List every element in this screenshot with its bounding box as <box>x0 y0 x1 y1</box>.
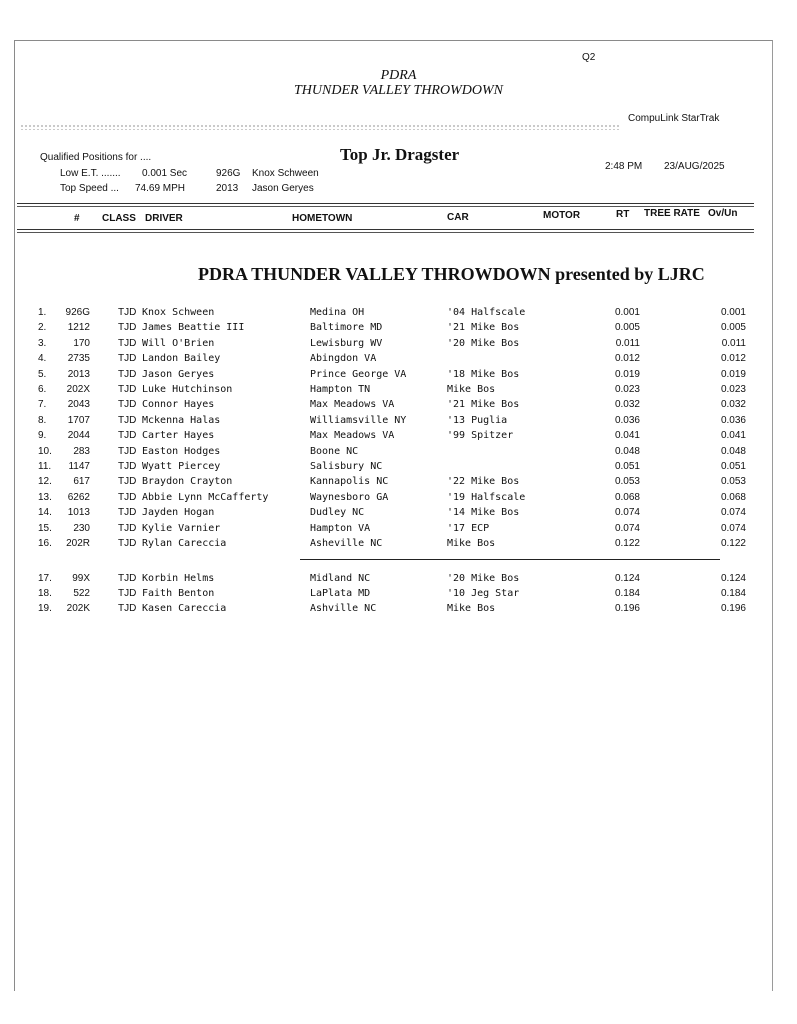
cell-home: Abingdon VA <box>310 353 377 365</box>
cell-tree: 0.011 <box>721 337 746 349</box>
cell-car: '10 Jeg Star <box>447 588 520 600</box>
col-motor: MOTOR <box>543 210 581 221</box>
event-title: THUNDER VALLEY THROWDOWN <box>294 83 503 98</box>
cell-tree: 0.068 <box>720 491 746 503</box>
cell-pos: 13. <box>38 491 52 503</box>
cell-tree: 0.023 <box>720 384 746 395</box>
cell-driver: Faith Benton <box>142 588 215 600</box>
table-row <box>0 338 797 353</box>
cell-rt: 0.074 <box>614 522 640 534</box>
cell-num: 99X <box>72 573 90 584</box>
table-row <box>0 461 797 476</box>
cell-pos: 3. <box>38 337 47 349</box>
cell-tree: 0.074 <box>720 507 746 519</box>
table-row <box>0 384 797 399</box>
cell-tree: 0.041 <box>720 430 746 442</box>
table-row <box>0 507 797 522</box>
cell-driver: Carter Hayes <box>142 430 215 442</box>
cell-cls: TJD <box>118 399 137 411</box>
cell-pos: 10. <box>38 445 52 457</box>
cell-home: Max Meadows VA <box>310 399 395 411</box>
cell-rt: 0.032 <box>614 399 640 411</box>
cell-tree: 0.019 <box>720 368 746 380</box>
cell-pos: 8. <box>38 414 47 426</box>
cell-rt: 0.053 <box>614 476 640 488</box>
cell-num: 522 <box>73 588 90 600</box>
cell-num: 6262 <box>67 491 90 503</box>
low-et-driver: Knox Schween <box>252 168 319 179</box>
cell-driver: Easton Hodges <box>142 445 221 457</box>
cell-rt: 0.011 <box>615 337 640 349</box>
cell-rt: 0.068 <box>614 491 640 503</box>
cell-home: Dudley NC <box>310 507 365 519</box>
cell-home: LaPlata MD <box>310 588 371 600</box>
cell-car: Mike Bos <box>447 603 496 615</box>
cell-cls: TJD <box>118 522 137 534</box>
cell-cls: TJD <box>118 491 137 503</box>
table-row <box>0 353 797 368</box>
cell-car: '20 Mike Bos <box>447 337 520 349</box>
cell-num: 2013 <box>67 368 90 380</box>
top-speed-label: Top Speed ... <box>60 183 119 194</box>
cell-pos: 17. <box>38 573 52 584</box>
cell-cls: TJD <box>118 353 137 365</box>
cell-driver: James Beattie III <box>142 322 245 334</box>
table-row <box>0 322 797 337</box>
cell-pos: 5. <box>38 368 47 380</box>
cell-tree: 0.074 <box>720 522 746 534</box>
table-row <box>0 573 797 588</box>
cell-driver: Connor Hayes <box>142 399 215 411</box>
table-row <box>0 523 797 538</box>
cell-cls: TJD <box>118 322 137 334</box>
cell-num: 170 <box>73 337 90 349</box>
cell-car: '22 Mike Bos <box>447 476 520 488</box>
cell-driver: Will O'Brien <box>142 337 215 349</box>
cell-driver: Mckenna Halas <box>142 414 221 426</box>
cell-tree: 0.122 <box>720 538 746 549</box>
cell-rt: 0.051 <box>614 461 640 472</box>
cell-pos: 14. <box>38 507 52 519</box>
header-top-rule-2 <box>17 206 754 207</box>
cell-tree: 0.196 <box>720 603 746 615</box>
cell-rt: 0.005 <box>614 322 640 334</box>
cell-home: Medina OH <box>310 307 365 318</box>
table-row <box>0 492 797 507</box>
cell-num: 1147 <box>68 461 90 472</box>
header-bottom-rule-2 <box>17 232 754 233</box>
cell-rt: 0.074 <box>614 507 640 519</box>
race-title: PDRA THUNDER VALLEY THROWDOWN presented by LJRC <box>198 264 705 284</box>
cell-cls: TJD <box>118 368 137 380</box>
cell-tree: 0.032 <box>720 399 746 411</box>
cell-tree: 0.048 <box>720 445 746 457</box>
cell-car: Mike Bos <box>447 538 496 549</box>
cell-rt: 0.048 <box>614 445 640 457</box>
cell-cls: TJD <box>118 538 137 549</box>
cell-car: '19 Halfscale <box>447 491 526 503</box>
table-row <box>0 538 797 553</box>
cell-num: 230 <box>73 522 90 534</box>
cell-rt: 0.041 <box>614 430 640 442</box>
cell-pos: 19. <box>38 603 52 615</box>
cell-rt: 0.023 <box>614 384 640 395</box>
col-driver: DRIVER <box>145 213 183 224</box>
cell-car: '99 Spitzer <box>447 430 514 442</box>
cell-home: Boone NC <box>310 445 359 457</box>
table-row <box>0 415 797 430</box>
cell-cls: TJD <box>118 573 137 584</box>
cell-tree: 0.184 <box>720 588 746 600</box>
cell-cls: TJD <box>118 445 137 457</box>
cell-driver: Jason Geryes <box>142 368 215 380</box>
cell-num: 283 <box>73 445 90 457</box>
cell-car: Mike Bos <box>447 384 496 395</box>
top-speed-car: 2013 <box>216 183 239 194</box>
cell-pos: 4. <box>38 353 47 365</box>
cell-cls: TJD <box>118 461 137 472</box>
cell-home: Max Meadows VA <box>310 430 395 442</box>
top-speed-value: 74.69 MPH <box>135 183 186 194</box>
table-row <box>0 446 797 461</box>
cell-home: Hampton VA <box>310 522 371 534</box>
cell-pos: 1. <box>38 307 47 318</box>
cell-tree: 0.012 <box>720 353 746 365</box>
table-row <box>0 369 797 384</box>
cell-cls: TJD <box>118 307 137 318</box>
cell-pos: 2. <box>38 322 47 334</box>
cell-car: '21 Mike Bos <box>447 399 520 411</box>
cell-car: '20 Mike Bos <box>447 573 520 584</box>
cell-home: Waynesboro GA <box>310 491 389 503</box>
cell-cls: TJD <box>118 603 137 615</box>
cell-driver: Landon Bailey <box>142 353 221 365</box>
cell-home: Lewisburg WV <box>310 337 383 349</box>
cell-car: '13 Puglia <box>447 414 508 426</box>
col-over-under: Ov/Un <box>708 208 738 219</box>
cell-driver: Abbie Lynn McCafferty <box>142 491 269 503</box>
cell-cls: TJD <box>118 430 137 442</box>
cell-tree: 0.053 <box>720 476 746 488</box>
cell-rt: 0.019 <box>614 368 640 380</box>
cell-pos: 15. <box>38 522 52 534</box>
cell-rt: 0.184 <box>614 588 640 600</box>
cell-driver: Wyatt Piercey <box>142 461 221 472</box>
cell-home: Kannapolis NC <box>310 476 389 488</box>
cell-tree: 0.001 <box>720 307 746 318</box>
cell-cls: TJD <box>118 384 137 395</box>
class-title: Top Jr. Dragster <box>340 145 460 164</box>
table-row <box>0 399 797 414</box>
report-date: 23/AUG/2025 <box>664 161 725 172</box>
header-bottom-rule <box>17 229 754 230</box>
cell-driver: Kasen Careccia <box>142 603 227 615</box>
cell-rt: 0.012 <box>614 353 640 365</box>
cell-num: 2044 <box>67 430 90 442</box>
cell-rt: 0.124 <box>614 573 640 584</box>
cell-driver: Braydon Crayton <box>142 476 233 488</box>
col-rt: RT <box>616 209 630 220</box>
cell-car: '17 ECP <box>447 522 490 534</box>
col-hometown: HOMETOWN <box>292 213 353 224</box>
col-num: # <box>74 213 80 224</box>
cell-cls: TJD <box>118 476 137 488</box>
header-top-rule <box>17 203 754 204</box>
cell-tree: 0.036 <box>720 414 746 426</box>
cell-cls: TJD <box>118 507 137 519</box>
cell-num: 926G <box>65 307 90 318</box>
cell-home: Ashville NC <box>310 603 377 615</box>
cell-driver: Jayden Hogan <box>142 507 215 519</box>
cell-driver: Rylan Careccia <box>142 538 227 549</box>
col-class: CLASS <box>102 213 136 224</box>
cell-pos: 9. <box>38 430 47 442</box>
cell-cls: TJD <box>118 588 137 600</box>
cell-rt: 0.036 <box>614 414 640 426</box>
low-et-car: 926G <box>216 168 241 179</box>
col-car: CAR <box>447 212 469 223</box>
cell-cls: TJD <box>118 337 137 349</box>
cell-car: '14 Mike Bos <box>447 507 520 519</box>
cell-num: 1013 <box>67 507 90 519</box>
table-row <box>0 603 797 618</box>
cell-driver: Korbin Helms <box>142 573 215 584</box>
cell-rt: 0.001 <box>614 307 640 318</box>
cell-pos: 18. <box>38 588 52 600</box>
table-row <box>0 430 797 445</box>
session-code: Q2 <box>582 52 596 63</box>
cell-home: Hampton TN <box>310 384 371 395</box>
break-rule <box>300 559 720 560</box>
cell-driver: Luke Hutchinson <box>142 384 233 395</box>
cell-car: '18 Mike Bos <box>447 368 520 380</box>
cell-cls: TJD <box>118 414 137 426</box>
cell-rt: 0.196 <box>614 603 640 615</box>
cell-home: Midland NC <box>310 573 371 584</box>
low-et-label: Low E.T. ....... <box>60 168 121 179</box>
cell-num: 202R <box>66 538 90 549</box>
cell-pos: 11. <box>38 461 52 472</box>
org-title: PDRA <box>380 68 417 83</box>
cell-pos: 6. <box>38 384 47 395</box>
cell-home: Salisbury NC <box>310 461 383 472</box>
col-tree-rate: TREE RATE <box>644 208 700 219</box>
cell-car: '21 Mike Bos <box>447 322 520 334</box>
top-speed-driver: Jason Geryes <box>252 183 314 194</box>
cell-pos: 16. <box>38 538 52 549</box>
qualified-label: Qualified Positions for .... <box>40 152 152 163</box>
timing-system-label: CompuLink StarTrak <box>628 113 720 124</box>
cell-pos: 7. <box>38 399 47 411</box>
cell-home: Prince George VA <box>310 368 407 380</box>
cell-home: Baltimore MD <box>310 322 383 334</box>
cell-num: 2043 <box>67 399 90 411</box>
cell-tree: 0.051 <box>720 461 746 472</box>
cell-home: Asheville NC <box>310 538 383 549</box>
table-row <box>0 588 797 603</box>
cell-driver: Kylie Varnier <box>142 522 221 534</box>
cell-num: 202K <box>66 603 90 615</box>
cell-num: 617 <box>73 476 90 488</box>
cell-num: 2735 <box>67 353 90 365</box>
cell-rt: 0.122 <box>614 538 640 549</box>
cell-car: '04 Halfscale <box>447 307 526 318</box>
table-row <box>0 476 797 491</box>
cell-home: Williamsville NY <box>310 414 407 426</box>
cell-num: 202X <box>66 384 90 395</box>
cell-num: 1707 <box>67 414 90 426</box>
report-time: 2:48 PM <box>605 161 643 172</box>
dotted-separator <box>20 124 620 130</box>
cell-driver: Knox Schween <box>142 307 215 318</box>
cell-tree: 0.124 <box>720 573 746 584</box>
low-et-value: 0.001 Sec <box>142 168 188 179</box>
cell-tree: 0.005 <box>720 322 746 334</box>
cell-num: 1212 <box>67 322 90 334</box>
table-row <box>0 307 797 322</box>
cell-pos: 12. <box>38 476 52 488</box>
